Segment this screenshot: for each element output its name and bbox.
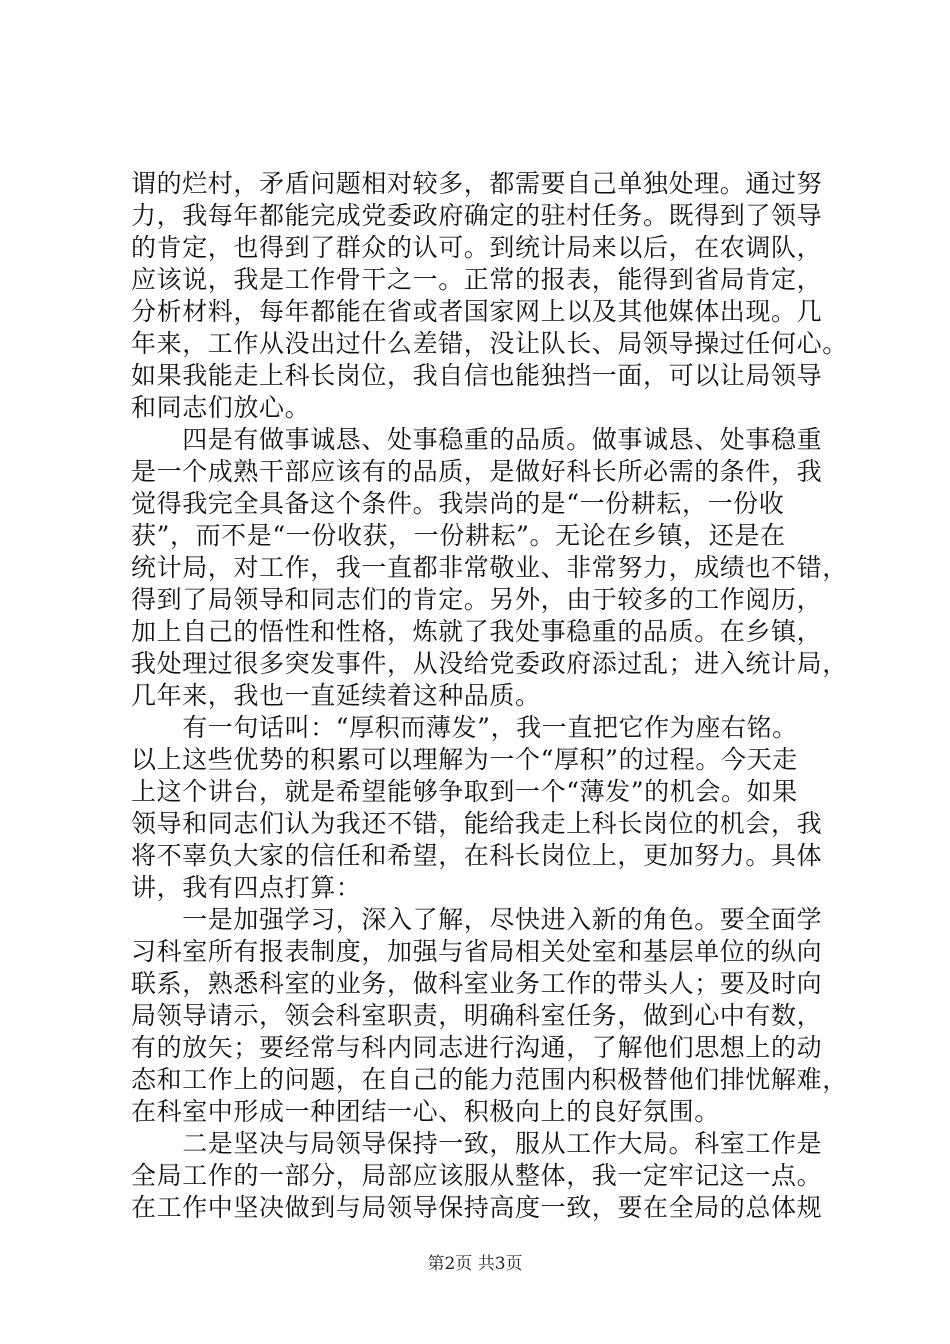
text-line: 我处理过很多突发事件，从没给党委政府添过乱；进入统计局， [131, 649, 848, 678]
text-line: 上这个讲台，就是希望能够争取到一个“薄发”的机会。如果 [131, 777, 798, 806]
text-line: 有一句话叫：“厚积而薄发”，我一直把它作为座右铭。 [131, 713, 798, 742]
page-number-footer: 第2页 共3页 [427, 1254, 523, 1274]
text-line: 领导和同志们认为我还不错，能给我走上科长岗位的机会，我 [131, 809, 823, 838]
text-line: 和同志们放心。 [131, 393, 311, 422]
text-line: 得到了局领导和同志们的肯定。另外，由于较多的工作阅历， [131, 585, 823, 614]
text-line: 加上自己的悟性和性格，炼就了我处事稳重的品质。在乡镇， [131, 617, 823, 646]
text-line: 力，我每年都能完成党委政府确定的驻村任务。既得到了领导 [131, 201, 823, 230]
text-line: 分析材料，每年都能在省或者国家网上以及其他媒体出现。几 [131, 297, 823, 326]
body-text [131, 168, 848, 1224]
text-line: 讲，我有四点打算： [131, 873, 362, 902]
text-line: 四是有做事诚恳、处事稳重的品质。做事诚恳、处事稳重 [131, 425, 823, 454]
text-line: 将不辜负大家的信任和希望，在科长岗位上，更加努力。具体 [131, 841, 823, 870]
text-line: 谓的烂村，矛盾问题相对较多，都需要自己单独处理。通过努 [131, 169, 823, 198]
text-line: 获”，而不是“一份收获，一份耕耘”。无论在乡镇，还是在 [131, 521, 786, 550]
text-line: 局领导请示，领会科室职责，明确科室任务，做到心中有数， [131, 1001, 823, 1030]
text-line: 觉得我完全具备这个条件。我崇尚的是“一份耕耘，一份收 [131, 489, 785, 518]
text-line: 在科室中形成一种团结一心、积极向上的良好氛围。 [131, 1097, 720, 1126]
text-line: 在工作中坚决做到与局领导保持高度一致，要在全局的总体规 [131, 1193, 823, 1222]
text-line: 全局工作的一部分，局部应该服从整体，我一定牢记这一点。 [131, 1161, 823, 1190]
text-line: 有的放矢；要经常与科内同志进行沟通，了解他们思想上的动 [131, 1033, 823, 1062]
text-line: 二是坚决与局领导保持一致，服从工作大局。科室工作是 [131, 1129, 823, 1158]
text-line: 统计局，对工作，我一直都非常敬业、非常努力，成绩也不错， [131, 553, 848, 582]
text-line: 的肯定，也得到了群众的认可。到统计局来以后，在农调队， [131, 233, 823, 262]
text-line: 几年来，我也一直延续着这种品质。 [131, 681, 541, 710]
text-line: 是一个成熟干部应该有的品质，是做好科长所必需的条件，我 [131, 457, 823, 486]
text-line: 联系，熟悉科室的业务，做科室业务工作的带头人；要及时向 [131, 969, 823, 998]
text-line: 应该说，我是工作骨干之一。正常的报表，能得到省局肯定， [131, 265, 823, 294]
text-line: 态和工作上的问题，在自己的能力范围内积极替他们排忧解难， [131, 1065, 848, 1094]
text-line: 年来，工作从没出过什么差错，没让队长、局领导操过任何心。 [131, 329, 848, 358]
text-line: 一是加强学习，深入了解，尽快进入新的角色。要全面学 [131, 905, 823, 934]
text-line: 如果我能走上科长岗位，我自信也能独挡一面，可以让局领导 [131, 361, 823, 390]
text-line: 以上这些优势的积累可以理解为一个“厚积”的过程。今天走 [131, 745, 798, 774]
text-line: 习科室所有报表制度，加强与省局相关处室和基层单位的纵向 [131, 937, 823, 966]
